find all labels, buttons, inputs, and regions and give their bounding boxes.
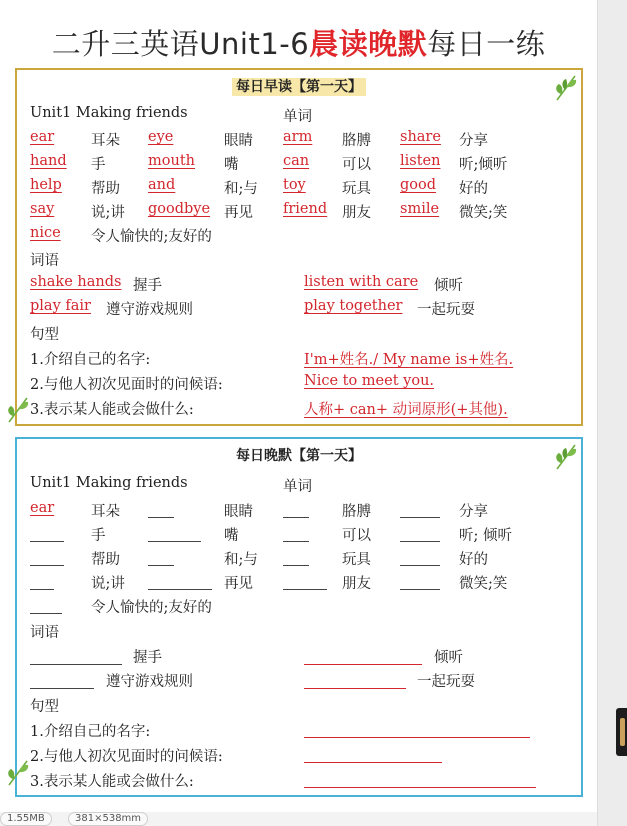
- word-blank[interactable]: [283, 589, 327, 590]
- side-tab-handle[interactable]: [616, 708, 627, 756]
- meaning-nice: 令人愉快的;友好的: [91, 229, 212, 245]
- evening-unit-title: Unit1 Making friends: [30, 475, 188, 491]
- meaning-toy: 玩具: [342, 181, 371, 197]
- word-eye: eye: [148, 129, 174, 145]
- evening-dictation-panel: [15, 437, 583, 797]
- phrase-meaning-shake-hands: 握手: [133, 650, 162, 666]
- word-can: can: [283, 153, 310, 169]
- evening-phrase-label: 词语: [30, 625, 59, 641]
- sentence-1-prompt: 1.介绍自己的名字:: [30, 352, 151, 368]
- meaning-mouth: 嘴: [224, 528, 239, 544]
- meaning-hand: 手: [91, 528, 106, 544]
- phrase-play-together: play together: [304, 298, 403, 314]
- morning-heading: 每日早读【第一天】: [17, 76, 581, 96]
- file-dimensions-badge: 381×538mm: [68, 812, 148, 826]
- phrase-play-fair-meaning: 遵守游戏规则: [106, 302, 193, 318]
- word-goodbye: goodbye: [148, 201, 211, 217]
- word-blank[interactable]: [283, 565, 309, 566]
- phrase-play-together-meaning: 一起玩耍: [417, 302, 475, 318]
- meaning-nice: 令人愉快的;友好的: [91, 600, 212, 616]
- phrase-meaning-listen-with-care: 倾听: [434, 650, 463, 666]
- word-say: say: [30, 201, 55, 217]
- word-nice: nice: [30, 225, 61, 241]
- meaning-mouth: 嘴: [224, 157, 239, 173]
- file-size-badge: 1.55MB: [0, 812, 52, 826]
- word-blank[interactable]: [30, 541, 64, 542]
- sentence-2-prompt: 2.与他人初次见面时的问候语:: [30, 377, 223, 393]
- word-ear: ear: [30, 500, 55, 516]
- meaning-friend: 朋友: [342, 205, 371, 221]
- phrase-listen-with-care: listen with care: [304, 274, 419, 290]
- sentence-3-prompt: 3.表示某人能或会做什么:: [30, 402, 194, 418]
- word-blank[interactable]: [30, 565, 64, 566]
- word-blank[interactable]: [283, 541, 309, 542]
- meaning-and: 和;与: [224, 181, 258, 197]
- word-friend: friend: [283, 201, 328, 217]
- leaf-icon: [5, 759, 31, 787]
- meaning-good: 好的: [459, 552, 488, 568]
- phrase-shake-hands-meaning: 握手: [133, 278, 162, 294]
- meaning-toy: 玩具: [342, 552, 371, 568]
- word-blank[interactable]: [400, 517, 440, 518]
- meaning-can: 可以: [342, 528, 371, 544]
- word-mouth: mouth: [148, 153, 195, 169]
- meaning-eye: 眼睛: [224, 504, 253, 520]
- meaning-can: 可以: [342, 157, 371, 173]
- phrase-meaning-play-fair: 遵守游戏规则: [106, 674, 193, 690]
- word-blank[interactable]: [30, 613, 62, 614]
- morning-reading-panel: [15, 68, 583, 426]
- word-toy: toy: [283, 177, 306, 193]
- meaning-listen: 听;倾听: [459, 157, 508, 173]
- meaning-smile: 微笑;笑: [459, 205, 508, 221]
- phrase-blank[interactable]: [304, 664, 422, 665]
- word-share: share: [400, 129, 441, 145]
- sentence-blank[interactable]: [304, 762, 442, 763]
- leaf-icon: [553, 443, 579, 471]
- word-blank[interactable]: [283, 517, 309, 518]
- word-blank[interactable]: [30, 589, 54, 590]
- meaning-friend: 朋友: [342, 576, 371, 592]
- sentence-blank[interactable]: [304, 737, 530, 738]
- evening-sentence-label: 句型: [30, 699, 59, 715]
- evening-vocab-label: 单词: [283, 479, 312, 495]
- word-hand: hand: [30, 153, 67, 169]
- morning-vocab-label: 单词: [283, 109, 312, 125]
- word-blank[interactable]: [400, 565, 440, 566]
- meaning-good: 好的: [459, 181, 488, 197]
- morning-phrase-label: 词语: [30, 253, 59, 269]
- phrase-blank[interactable]: [30, 664, 122, 665]
- sentence-3-prompt: 3.表示某人能或会做什么:: [30, 774, 194, 790]
- sentence-2-prompt: 2.与他人初次见面时的问候语:: [30, 749, 223, 765]
- word-arm: arm: [283, 129, 313, 145]
- meaning-share: 分享: [459, 504, 488, 520]
- phrase-listen-with-care-meaning: 倾听: [434, 278, 463, 294]
- word-blank[interactable]: [400, 541, 440, 542]
- word-good: good: [400, 177, 437, 193]
- word-listen: listen: [400, 153, 441, 169]
- page-title: 二升三英语Unit1-6晨读晚默每日一练: [51, 27, 546, 61]
- word-blank[interactable]: [400, 589, 440, 590]
- sentence-1-prompt: 1.介绍自己的名字:: [30, 724, 151, 740]
- meaning-listen: 听; 倾听: [459, 528, 512, 544]
- phrase-play-fair: play fair: [30, 298, 91, 314]
- meaning-ear: 耳朵: [91, 133, 120, 149]
- evening-heading: 每日晚默【第一天】: [236, 448, 362, 464]
- meaning-goodbye: 再见: [224, 205, 253, 221]
- side-panel: [597, 0, 627, 826]
- meaning-arm: 胳膊: [342, 504, 371, 520]
- word-blank[interactable]: [148, 541, 201, 542]
- word-blank[interactable]: [148, 565, 174, 566]
- meaning-goodbye: 再见: [224, 576, 253, 592]
- meaning-hand: 手: [91, 157, 106, 173]
- meaning-help: 帮助: [91, 181, 120, 197]
- word-help: help: [30, 177, 62, 193]
- sentence-3-answer: 人称+ can+ 动词原形(+其他).: [304, 402, 508, 418]
- word-blank[interactable]: [148, 517, 174, 518]
- meaning-share: 分享: [459, 133, 488, 149]
- meaning-ear: 耳朵: [91, 504, 120, 520]
- word-blank[interactable]: [148, 589, 212, 590]
- meaning-say: 说;讲: [91, 576, 125, 592]
- meaning-say: 说;讲: [91, 205, 125, 221]
- sentence-1-answer: I'm+姓名./ My name is+姓名.: [304, 352, 514, 368]
- morning-sentence-label: 句型: [30, 327, 59, 343]
- morning-unit-title: Unit1 Making friends: [30, 105, 188, 121]
- phrase-meaning-play-together: 一起玩耍: [417, 674, 475, 690]
- word-and: and: [148, 177, 176, 193]
- meaning-eye: 眼睛: [224, 133, 253, 149]
- sentence-2-answer: Nice to meet you.: [304, 373, 435, 389]
- leaf-icon: [553, 74, 579, 102]
- phrase-blank[interactable]: [30, 688, 94, 689]
- meaning-arm: 胳膊: [342, 133, 371, 149]
- meaning-and: 和;与: [224, 552, 258, 568]
- meaning-help: 帮助: [91, 552, 120, 568]
- word-ear: ear: [30, 129, 55, 145]
- word-smile: smile: [400, 201, 440, 217]
- meaning-smile: 微笑;笑: [459, 576, 508, 592]
- phrase-blank[interactable]: [304, 688, 406, 689]
- phrase-shake-hands: shake hands: [30, 274, 122, 290]
- sentence-blank[interactable]: [304, 787, 536, 788]
- leaf-icon: [5, 396, 31, 424]
